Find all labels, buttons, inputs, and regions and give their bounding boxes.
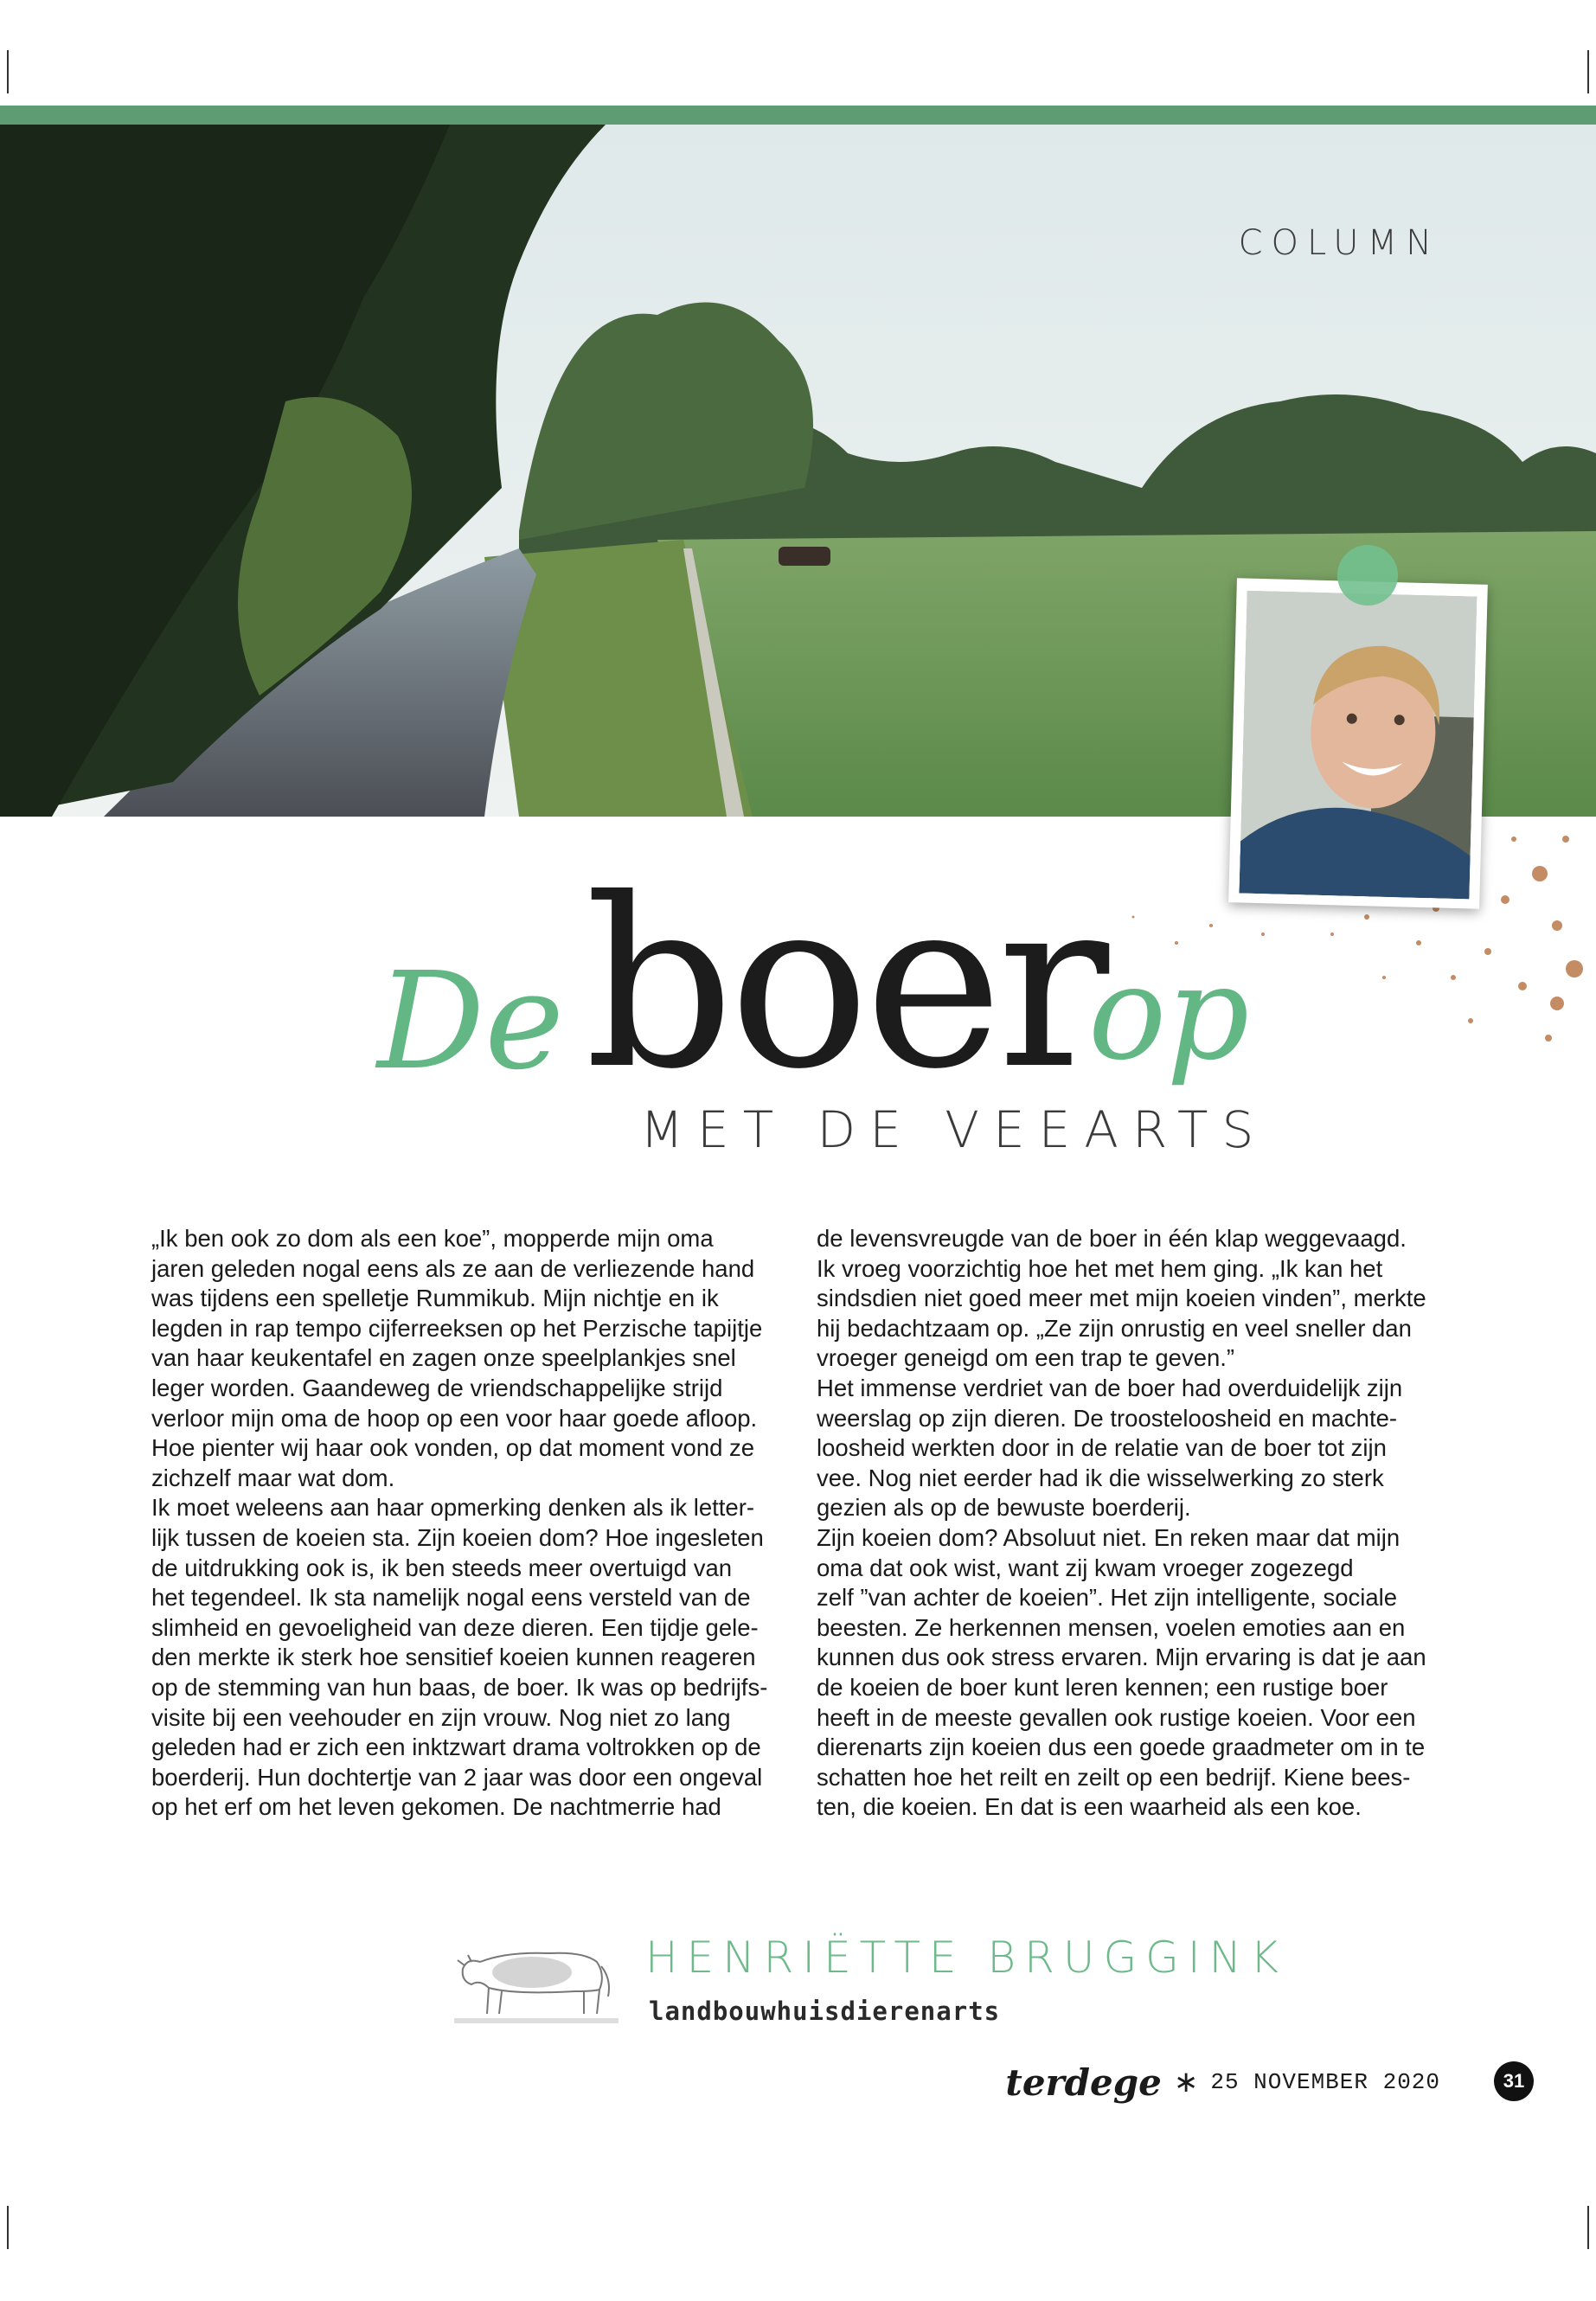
asterisk-separator-icon: ∗: [1173, 2066, 1199, 2099]
top-accent-bar: [0, 106, 1596, 125]
body-text-right-column: de levensvreugde van de boer in één klap weggevaagd. Ik vroeg voorzichtig hoe het met hem ging. „Ik kan het sindsdien niet goed meer met mijn koeien vinden”, merkte hij bedachtzaam op. „Ze zijn onrustig en veel sneller dan vroeger geneigd om een trap te geven.” Het immense verdriet van de boer had overduidelijk zijn weerslag op zijn dieren. De troosteloosheid en machte- loosheid werkten door in de relatie van de boer tot zijn vee. Nog niet eerder had ik die wisselwerking zo sterk gezien als op de bewuste boerderij. Zijn koeien dom? Absoluut niet. En reken maar dat mijn oma dat ook wist, want zij kwam vroeger zogezegd zelf ”van achter de koeien”. Het zijn intelligente, sociale beesten. Ze herkennen mensen, voelen emoties aan en kunnen dus ook stress ervaren. Mijn ervaring is dat je aan de koeien de boer kunt leren kennen; een rustige boer heeft in de meeste gevallen ook rustige koeien. Voor een dierenarts zijn koeien dus een goede graadmeter om in te schatten hoe het reilt en zeilt op een bedrijf. Kiene bees- ten, die koeien. En dat is een waarheid als een koe.: [817, 1225, 1426, 1821]
cow-illustration-icon: [454, 1927, 619, 2031]
article-title: [0, 848, 1596, 1120]
crop-mark-bottom-left: [7, 2206, 9, 2249]
title-word-boer: boer: [585, 848, 1105, 1120]
title-word-de: De: [377, 943, 565, 1099]
issue-date: 25 NOVEMBER 2020: [1210, 2069, 1440, 2095]
crop-mark-top-right: [1587, 50, 1589, 93]
page-footer: [1005, 2061, 1440, 2104]
crop-mark-top-left: [7, 50, 9, 93]
title-word-op: op: [1088, 939, 1250, 1089]
page-number: 31: [1494, 2061, 1534, 2101]
article-subtitle: MET DE VEEARTS: [640, 1100, 1268, 1159]
section-label: COLUMN: [1238, 223, 1440, 263]
pin-decoration: [1337, 545, 1398, 606]
author-role: landbouwhuisdierenarts: [649, 1997, 1001, 2026]
magazine-brand: terdege: [1005, 2061, 1162, 2104]
crop-mark-bottom-right: [1587, 2206, 1589, 2249]
body-text-left-column: „Ik ben ook zo dom als een koe”, mopperde mijn oma jaren geleden nogal eens als ze aan de verliezende hand was tijdens een spelletje Rummikub. Mijn nichtje en ik legden in rap tempo cijferreeksen op het Perzische tapijtje van haar keukentafel en zagen onze speelplankjes snel leger worden. Gaandeweg de vriendschappelijke strijd verloor mijn oma de hoop op een voor haar goede afloop. Hoe pienter wij haar ook vonden, op dat moment vond ze zichzelf maar wat dom. Ik moet weleens aan haar opmerking denken als ik letter- lijk tussen de koeien sta. Zijn koeien dom? Hoe ingesleten de uitdrukking ook is, ik ben steeds meer overtuigd van het tegendeel. Ik sta namelijk nogal eens versteld van de slimheid en gevoeligheid van deze dieren. Een tijdje gele- den merkte ik sterk hoe sensitief koeien kunnen reageren op de stemming van hun baas, de boer. Ik was op bedrijfs- visite bij een veehouder en zijn vrouw. Nog niet zo lang geleden had er zich een inktzwart drama voltrokken op de boerderij. Hun dochtertje van 2 jaar was door een ongeval op het erf om het leven gekomen. De nachtmerrie had: [151, 1225, 768, 1821]
author-name: HENRIËTTE BRUGGINK: [645, 1932, 1287, 1983]
